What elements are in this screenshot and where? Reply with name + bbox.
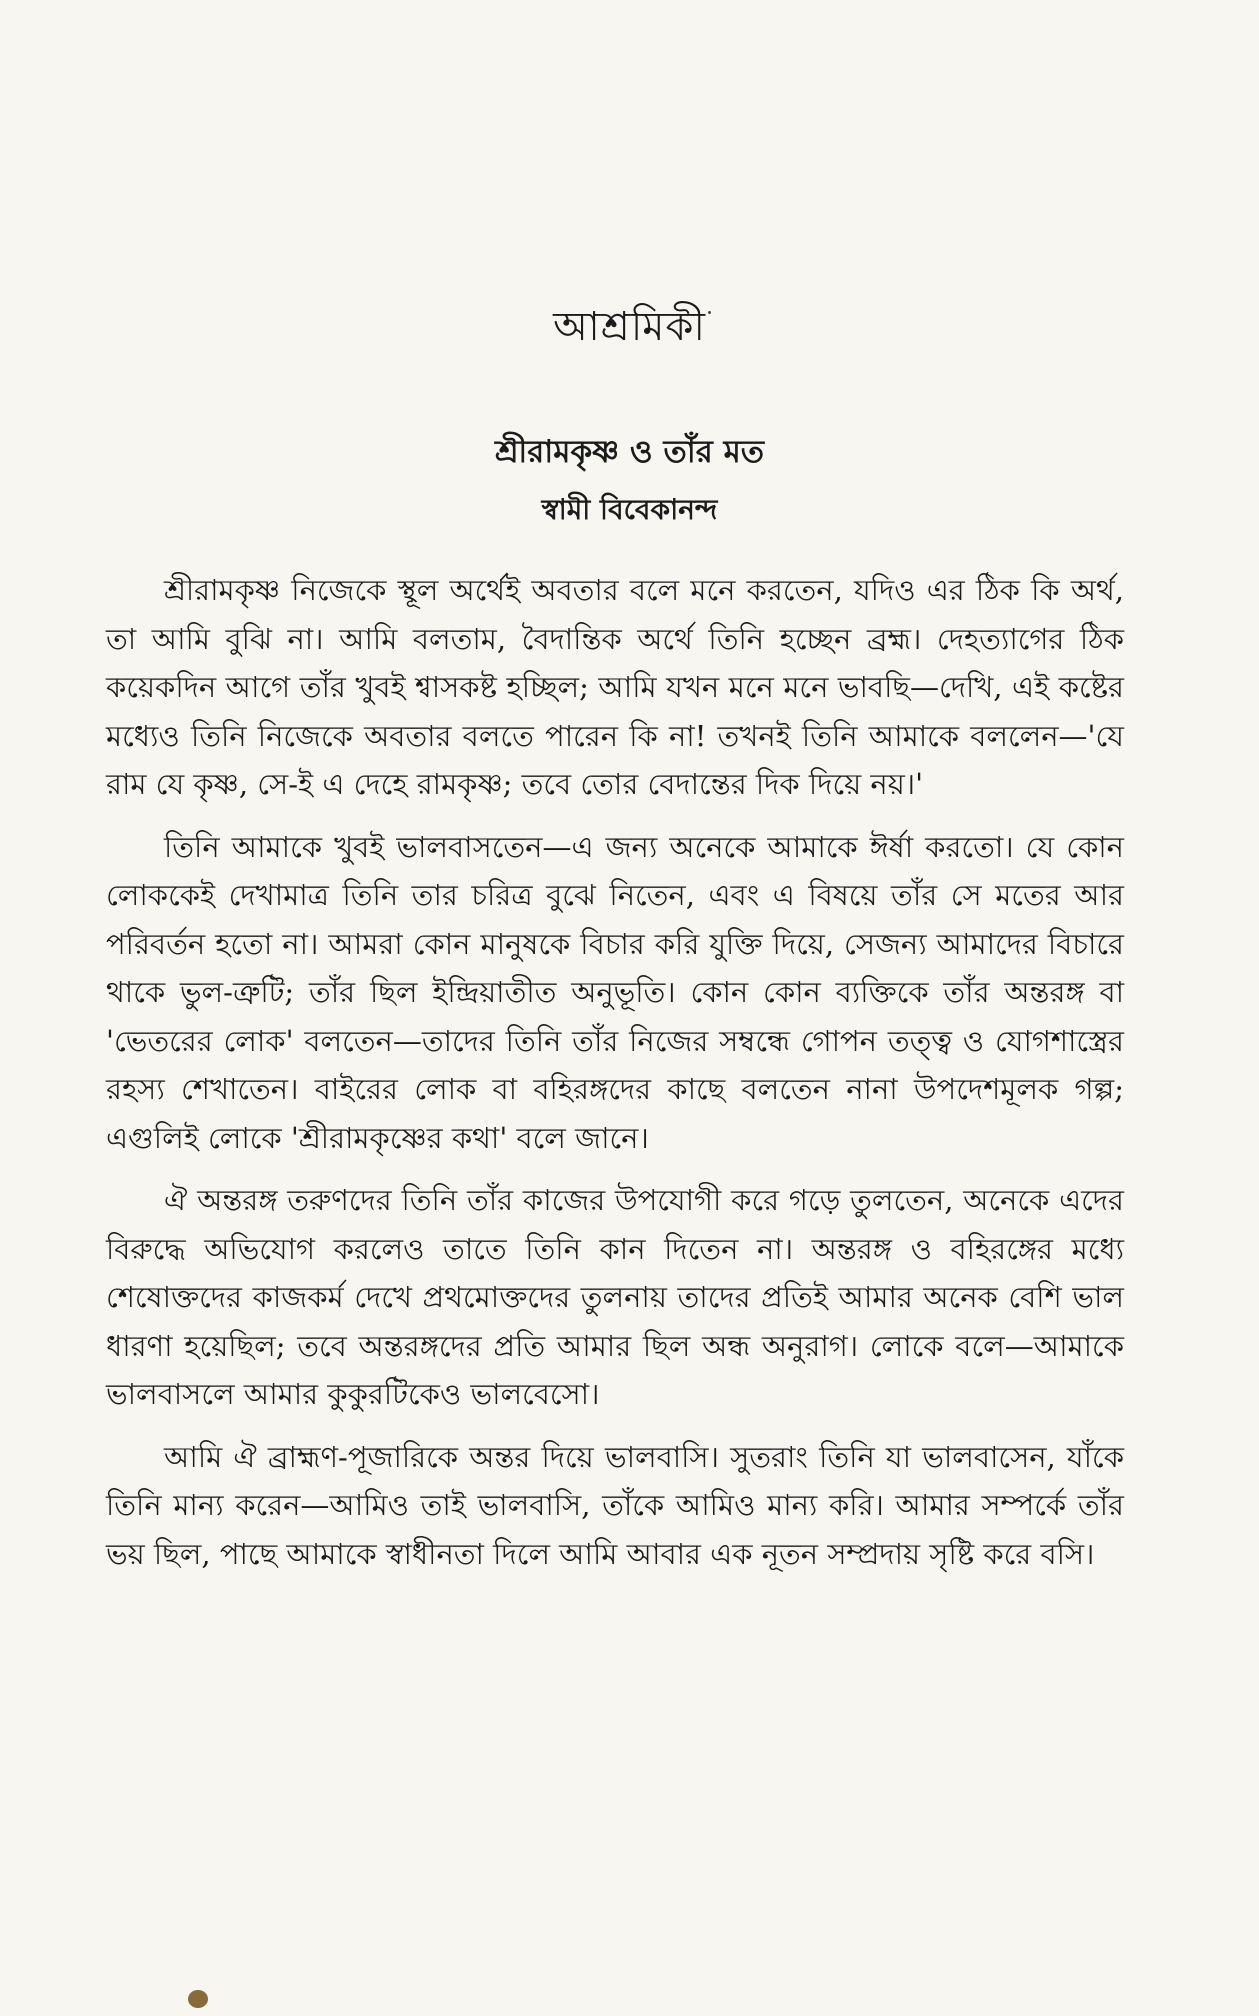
paragraph: তিনি আমাকে খুবই ভালবাসতেন—এ জন্য অনেকে আমাকে ঈর্ষা করতো। যে কোন লোককেই দেখামাত্র তিনি তার চরিত্র বুঝে নিতেন, এবং এ বিষয়ে তাঁর সে মতের আর পরিবর্তন হতো না। আমরা কোন মানুষকে বিচার করি যুক্তি দিয়ে, সেজন্য আমাদের বিচারে থাকে ভুল-ত্রুটি; তাঁর ছিল ইন্দ্রিয়াতীত অনুভূতি। কোন কোন ব্যক্তিকে তাঁর অন্তরঙ্গ বা 'ভেতরের লোক' বলতেন—তাদের তিনি তাঁর নিজের সম্বন্ধে গোপন তত্ত্ব ও যোগশাস্ত্রের রহস্য শেখাতেন। বাইরের লোক বা বহিরঙ্গদের কাছে বলতেন নানা উপদেশমূলক গল্প; এগুলিই লোকে 'শ্রীরামকৃষ্ণের কথা' বলে জানে। bbox=[106, 829, 1124, 1155]
section-title: আশ্রমিকী bbox=[553, 304, 706, 350]
author-name: স্বামী বিবেকানন্দ bbox=[541, 493, 718, 526]
paper-speck bbox=[708, 311, 711, 314]
paragraph: শ্রীরামকৃষ্ণ নিজেকে স্থূল অর্থেই অবতার বলে মনে করতেন, যদিও এর ঠিক কি অর্থ, তা আমি বুঝি না। আমি বলতাম, বৈদান্তিক অর্থে তিনি হচ্ছেন ব্রহ্ম। দেহত্যাগের ঠিক কয়েকদিন আগে তাঁর খুবই শ্বাসকষ্ট হচ্ছিল; আমি যখন মনে মনে ভাবছি—দেখি, এই কষ্টের মধ্যেও তিনি নিজেকে অবতার বলতে পারেন কি না! তখনই তিনি আমাকে বললেন—'যে রাম যে কৃষ্ণ, সে-ই এ দেহে রামকৃষ্ণ; তবে তোর বেদান্তের দিক দিয়ে নয়।' bbox=[106, 573, 1124, 801]
paragraph: ঐ অন্তরঙ্গ তরুণদের তিনি তাঁর কাজের উপযোগী করে গড়ে তুলতেন, অনেকে এদের বিরুদ্ধে অভিযোগ করলেও তাতে তিনি কান দিতেন না। অন্তরঙ্গ ও বহিরঙ্গের মধ্যে শেষোক্তদের কাজকর্ম দেখে প্রথমোক্তদের তুলনায় তাদের প্রতিই আমার অনেক বেশি ভাল ধারণা হয়েছিল; তবে অন্তরঙ্গদের প্রতি আমার ছিল অন্ধ অনুরাগ। লোকে বলে—আমাকে ভালবাসলে আমার কুকুরটিকেও ভালবেসো। bbox=[106, 1183, 1124, 1411]
paper-speck bbox=[188, 1990, 208, 2008]
article-body bbox=[106, 566, 1124, 1592]
paragraph: আমি ঐ ব্রাহ্মণ-পূজারিকে অন্তর দিয়ে ভালবাসি। সুতরাং তিনি যা ভালবাসেন, যাঁকে তিনি মান্য করেন—আমিও তাই ভালবাসি, তাঁকে আমিও মান্য করি। আমার সম্পর্কে তাঁর ভয় ছিল, পাছে আমাকে স্বাধীনতা দিলে আমি আবার এক নূতন সম্প্রদায় সৃষ্টি করে বসি। bbox=[106, 1439, 1124, 1571]
article-title: শ্রীরামকৃষ্ণ ও তাঁর মত bbox=[494, 434, 765, 470]
